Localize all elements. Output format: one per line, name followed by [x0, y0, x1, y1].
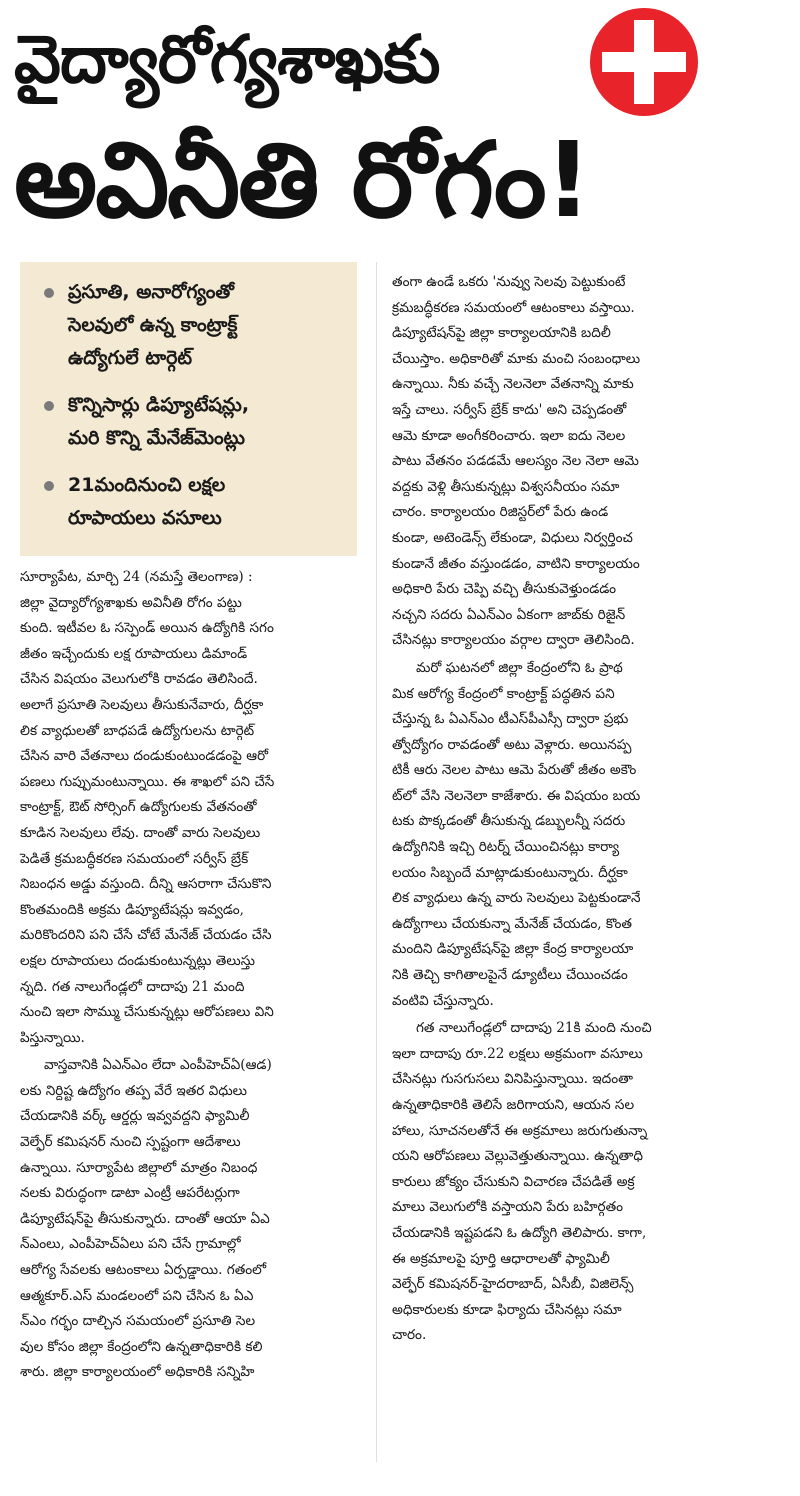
red-cross-graphic	[588, 6, 700, 118]
highlight-text: కొన్నిసార్లు డిప్యూటేషన్లు, మరి కొన్ని మేనేజ్‌మెంట్లు	[68, 394, 250, 449]
highlights-box	[20, 262, 357, 556]
bullet-icon	[44, 288, 54, 298]
highlight-text: ప్రసూతి, అనారోగ్యంతో సెలవులో ఉన్న కాంట్రాక్ట్ ఉద్యోగులే టార్గెట్	[68, 281, 238, 369]
article-paragraph: మరో ఘటనలో జిల్లా కేంద్రంలోని ఓ ప్రాథ మిక ఆరోగ్య కేంద్రంలో కాంట్రాక్ట్ పద్ధతిన పని చేస్తున్న ఓ ఏఎన్ఎం టీఎస్‌పీఎస్సీ ద్వారా ప్రభు త్వోద్యోగం రావడంతో అటు వెళ్లారు. అయినప్ప టికీ ఆరు నెలల పాటు ఆమె పేరుతో జీతం అకౌం ట్‌లో వేసి నెలనెలా కాజేశారు. ఈ విషయం బయ టకు పొక్కడంతో తీసుకున్న డబ్బులన్నీ సదరు ఉద్యోగినికి ఇచ్చి రిటర్న్ చేయించినట్లు కార్యా లయం సిబ్బందే మాట్లాడుకుంటున్నారు. దీర్ఘకా లిక వ్యాధులు ఉన్న వారు సెలవులు పెట్టకుండానే ఉద్యోగాలు చేయకున్నా మేనేజ్ చేయడం, కొంత మందిని డిప్యూటేషన్‌పై జిల్లా కేంద్ర కార్యాలయా నికి తెచ్చి కాగితాలపైనే డ్యూటీలు చేయించడం వంటివి చేస్తున్నారు.	[392, 659, 641, 1009]
highlight-item	[44, 389, 347, 455]
headline-line-2: అవినీతి రోగం!	[14, 119, 590, 241]
bullet-icon	[44, 401, 54, 411]
column-divider	[376, 262, 377, 1462]
bullet-icon	[44, 481, 54, 491]
highlight-text: 21మందినుంచి లక్షల రూపాయలు వసూలు	[68, 474, 226, 529]
headline	[14, 10, 590, 250]
highlight-item	[44, 469, 347, 535]
article-paragraph: సూర్యాపేట, మార్చి 24 (నమస్తే తెలంగాణ) : జిల్లా వైద్యారోగ్యశాఖకు అవినీతి రోగం పట్టు కుంది. ఇటీవల ఓ సస్పెండ్ అయిన ఉద్యోగికి సగం జీతం ఇచ్చేందుకు లక్ష రూపాయలు డిమాండ్ చేసిన విషయం వెలుగులోకి రావడం తెలిసిందే. అలాగే ప్రసూతి సెలవులు తీసుకునేవారు, దీర్ఘకా లిక వ్యాధులతో బాధపడే ఉద్యోగులను టార్గెట్ చేసిన వారి వేతనాలు దండుకుంటుండడంపై ఆరో పణలు గుప్పుమంటున్నాయి. ఈ శాఖలో పని చేసే కాంట్రాక్ట్, ఔట్ సోర్సింగ్ ఉద్యోగులకు వేతనంతో కూడిన సెలవులు లేవు. దాంతో వారు సెలవులు పెడితే క్రమబద్ధీకరణ సమయంలో సర్వీస్ బ్రేక్ నిబంధన అడ్డు వస్తుంది. దీన్ని ఆసరాగా చేసుకొని కొంతమందికి అక్రమ డిప్యూటేషన్లు ఇవ్వడం, మరికొందరిని పని చేసే చోటే మేనేజ్ చేయడం చేసి లక్షల రూపాయలు దండుకుంటున్నట్లు తెలుస్తు న్నది. గత నాలుగేండ్లలో దాదాపు 21 మంది నుంచి ఇలా సొమ్ము చేసుకున్నట్లు ఆరోపణలు విని పిస్తున్నాయి.	[20, 569, 275, 1046]
article-column-left	[20, 565, 363, 1388]
red-cross-icon	[588, 6, 700, 118]
highlight-item	[44, 276, 347, 375]
article-paragraph: తంగా ఉండే ఒకరు 'నువ్వు సెలవు పెట్టుకుంటే క్రమబద్ధీకరణ సమయంలో ఆటంకాలు వస్తాయి. డిప్యూటేషన్‌పై జిల్లా కార్యాలయానికి బదిలీ చేయిస్తాం. అధికారితో మాకు మంచి సంబంధాలు ఉన్నాయి. నీకు వచ్చే నెలనెలా వేతనాన్ని మాకు ఇస్తే చాలు. సర్వీస్ బ్రేక్ కాదు' అని చెప్పడంతో ఆమె కూడా అంగీకరించారు. ఇలా ఐదు నెలల పాటు వేతనం పడడమే ఆలస్యం నెల నెలా ఆమె వద్దకు వెళ్లి తీసుకున్నట్లు విశ్వసనీయం సమా చారం. కార్యాలయం రిజిస్టర్‌లో పేరు ఉండ కుండా, అటెండెన్స్ లేకుండా, విధులు నిర్వర్తించ కుండానే జీతం వస్తుండడం, వాటిని కార్యాలయం అధికారి పేరు చెప్పి వచ్చి తీసుకువెళ్తుండడం నచ్చని సదరు ఏఎన్ఎం ఏకంగా జాబ్‌కు రిజైన్ చేసినట్లు కార్యాలయం వర్గాల ద్వారా తెలిసింది.	[392, 274, 641, 649]
article-paragraph: వాస్తవానికి ఏఎన్ఎం లేదా ఎంపీహెచ్ఏ(ఆడ) లకు నిర్దిష్ట ఉద్యోగం తప్ప వేరే ఇతర విధులు చేయడానికి వర్క్ ఆర్డర్లు ఇవ్వవద్దని ఫ్యామిలీ వెల్ఫేర్ కమిషనర్ నుంచి స్పష్టంగా ఆదేశాలు ఉన్నాయి. సూర్యాపేట జిల్లాలో మాత్రం నిబంధ నలకు విరుద్ధంగా డాటా ఎంట్రీ ఆపరేటర్లుగా డిప్యూటేషన్‌పై తీసుకున్నారు. దాంతో ఆయా ఏఎ న్ఎంలు, ఎంపీహెచ్ఏలు పని చేసే గ్రామాల్లో ఆరోగ్య సేవలకు ఆటంకాలు ఏర్పడ్డాయి. గతంలో ఆత్మకూర్.ఎస్ మండలంలో పని చేసిన ఓ ఏఎ న్ఎం గర్భం దాల్చిన సమయంలో ప్రసూతి సెల వుల కోసం జిల్లా కేంద్రంలోని ఉన్నతాధికారికి కలి శారు. జిల్లా కార్యాలయంలో అధికారికి సన్నిహి	[20, 1057, 272, 1381]
article-column-right	[392, 270, 737, 1351]
headline-line-1: వైద్యారోగ్యశాఖకు	[14, 21, 440, 98]
article-paragraph: గత నాలుగేండ్లలో దాదాపు 21కి మంది నుంచి ఇలా దాదాపు రూ.22 లక్షలు అక్రమంగా వసూలు చేసినట్లు గుసగుసలు వినిపిస్తున్నాయి. ఇదంతా ఉన్నతాధికారికి తెలిసే జరిగాయని, ఆయన సల హాలు, సూచనలతోనే ఈ అక్రమాలు జరుగుతున్నా యని ఆరోపణలు వెల్లువెత్తుతున్నాయి. ఉన్నతాధి కారులు జోక్యం చేసుకుని విచారణ చేపడితే అక్ర మాలు వెలుగులోకి వస్తాయని పేరు బహిర్గతం చేయడానికి ఇష్టపడని ఓ ఉద్యోగి తెలిపారు. కాగా, ఈ అక్రమాలపై పూర్తి ఆధారాలతో ఫ్యామిలీ వెల్ఫేర్ కమిషనర్-హైదరాబాద్, ఏసీబీ, విజిలెన్స్ అధికారులకు కూడా ఫిర్యాదు చేసినట్లు సమా చారం.	[392, 1020, 652, 1344]
